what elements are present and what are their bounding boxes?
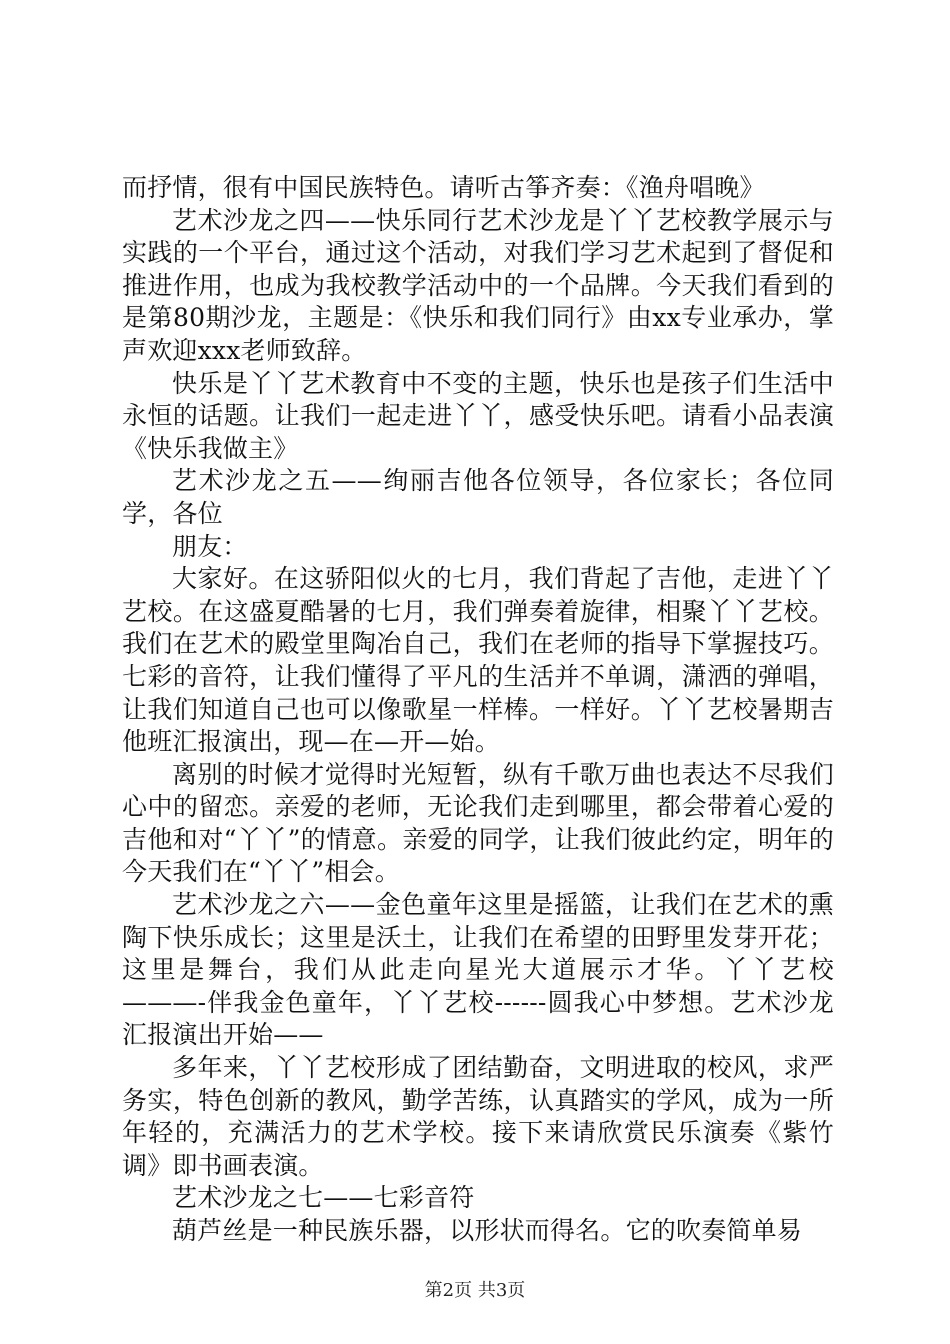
paragraph-11: 葫芦丝是一种民族乐器，以形状而得名。它的吹奏简单易 <box>172 1216 803 1245</box>
paragraph-1: 而抒情，很有中国民族特色。请听古筝齐奏：《渔舟唱晚》 <box>122 173 765 202</box>
paragraph-9: 多年来，丫丫艺校形成了团结勤奋，文明进取的校风，求严务实，特色创新的教风，勤学苦练，认真踏实的学风，成为一所年轻的，充满活力的艺术学校。接下来请欣赏民乐演奏《紫竹调》即书画表演。 <box>122 1053 834 1180</box>
paragraph-3: 快乐是丫丫艺术教育中不变的主题，快乐也是孩子们生活中永恒的话题。让我们一起走进丫丫，感受快乐吧。请看小品表演《快乐我做主》 <box>122 368 834 463</box>
page-footer: 第2页 共3页 <box>424 1280 526 1301</box>
document-body <box>122 172 834 1248</box>
paragraph-7: 离别的时候才觉得时光短暂，纵有千歌万曲也表达不尽我们心中的留恋。亲爱的老师，无论我们走到哪里，都会带着心爱的吉他和对“丫丫”的情意。亲爱的同学，让我们彼此约定，明年的今天我们在“丫丫”相会。 <box>122 759 834 887</box>
paragraph-8: 艺术沙龙之六——金色童年这里是摇篮，让我们在艺术的熏陶下快乐成长；这里是沃土，让我们在希望的田野里发芽开花；这里是舞台，我们从此走向星光大道展示才华。丫丫艺校———-伴我金色童年，丫丫艺校------圆我心中梦想。艺术沙龙汇报演出开始—— <box>122 890 834 1050</box>
paragraph-4: 艺术沙龙之五——绚丽吉他各位领导，各位家长；各位同学，各位 <box>122 466 834 528</box>
paragraph-2: 艺术沙龙之四——快乐同行艺术沙龙是丫丫艺校教学展示与实践的一个平台，通过这个活动，对我们学习艺术起到了督促和推进作用，也成为我校教学活动中的一个品牌。今天我们看到的是第80期沙龙，主题是：《快乐和我们同行》由xx专业承办，掌声欢迎xxx老师致辞。 <box>122 205 834 365</box>
paragraph-6: 大家好。在这骄阳似火的七月，我们背起了吉他，走进丫丫艺校。在这盛夏酷暑的七月，我们弹奏着旋律，相聚丫丫艺校。我们在艺术的殿堂里陶冶自己，我们在老师的指导下掌握技巧。七彩的音符，让我们懂得了平凡的生活并不单调，潇洒的弹唱，让我们知道自己也可以像歌星一样棒。一样好。丫丫艺校暑期吉他班汇报演出，现—在—开—始。 <box>122 564 834 757</box>
paragraph-10: 艺术沙龙之七——七彩音符 <box>172 1183 475 1213</box>
paragraph-5: 朋友： <box>172 531 248 561</box>
